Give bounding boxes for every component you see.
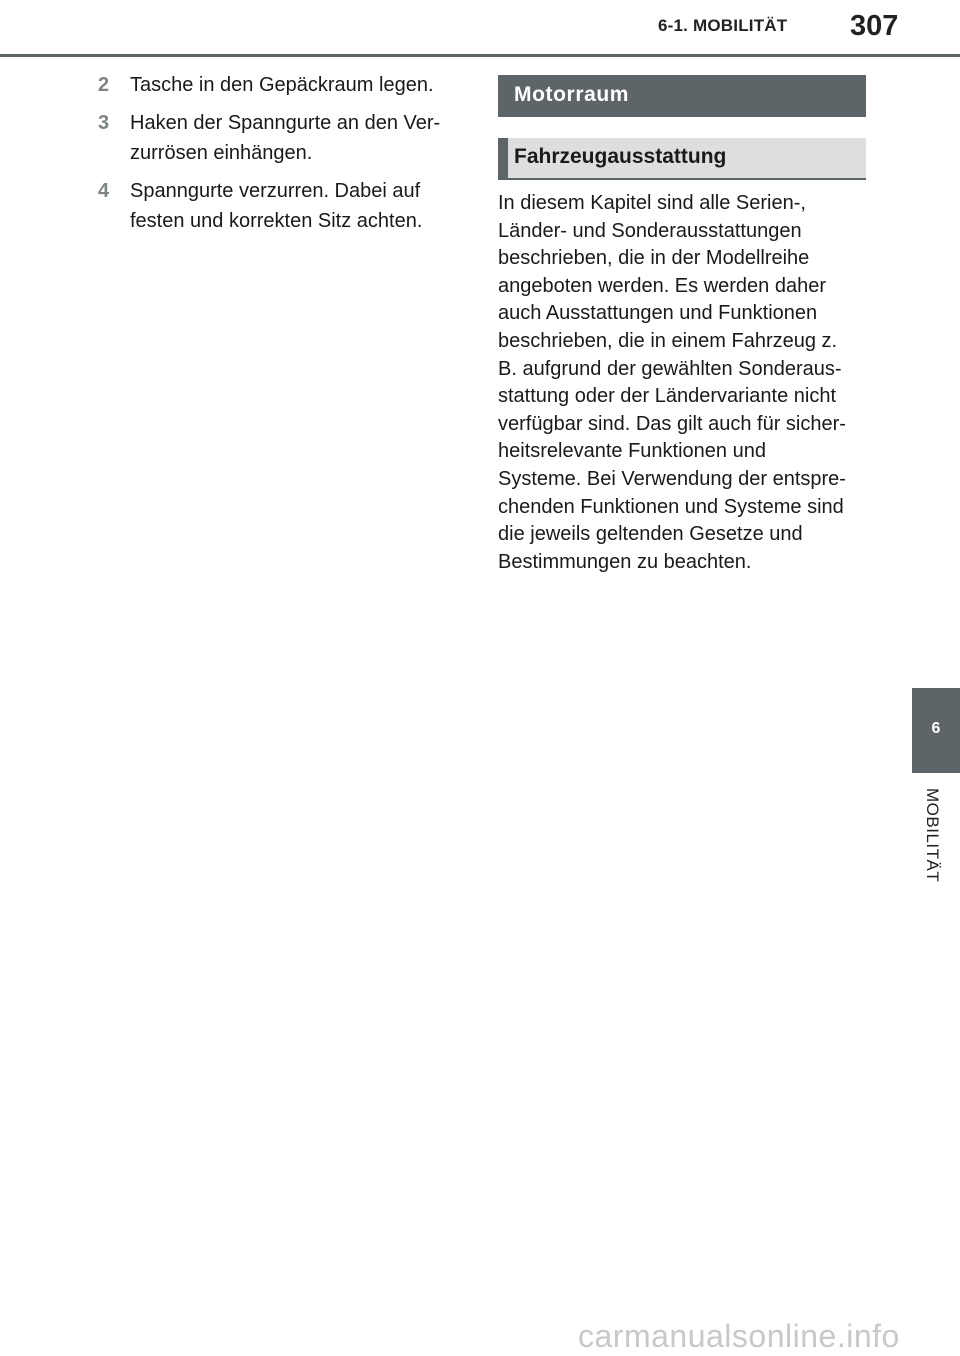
step-text [130,70,434,100]
paragraph-line: die jeweils geltenden Gesetze und [498,523,803,546]
page-number: 307 [850,10,899,42]
step-number: 2 [98,74,110,96]
paragraph-line: verfügbar sind. Das gilt auch für sicher- [498,412,846,435]
paragraph-line: stattung oder der Ländervariante nicht [498,385,836,408]
subsection-title: Fahrzeugausstattung [514,145,727,168]
paragraph-line: Länder- und Sonderausstattungen [498,219,802,242]
step-text-line: festen und korrekten Sitz achten. [130,210,423,232]
paragraph-line: B. aufgrund der gewählten Sonderaus- [498,357,842,380]
watermark: carmanualsonline.info [578,1318,900,1354]
paragraph-line: auch Ausstattungen und Funktionen [498,302,818,325]
paragraph-line: beschrieben, die in einem Fahrzeug z. [498,329,838,352]
paragraph-line: In diesem Kapitel sind alle Serien-, [498,192,806,214]
step-number: 4 [98,180,110,202]
step-list [98,70,468,244]
step-text-line: Spanngurte verzurren. Dabei auf [130,180,421,202]
paragraph-line: heitsrelevante Funktionen und [498,440,766,463]
paragraph-line: Systeme. Bei Verwendung der entspre- [498,467,846,490]
subsection-accent [498,138,508,178]
section-heading-bar [498,75,866,117]
step-text [130,176,422,236]
step-item [98,176,468,236]
body-paragraph [498,190,870,576]
step-text-line: zurrösen einhängen. [130,142,313,164]
chapter-side-label-text: MOBILITÄT [923,788,942,883]
paragraph-line: Bestimmungen zu beachten. [498,550,752,573]
chapter-title: 6-1. MOBILITÄT [658,16,788,35]
step-text [130,108,440,168]
step-number: 3 [98,112,110,134]
paragraph-line: chenden Funktionen und Systeme sind [498,495,844,518]
subsection-heading-box [498,138,866,180]
paragraph-line: angeboten werden. Es werden daher [498,274,827,297]
step-text-line: Haken der Spanngurte an den Ver- [130,112,441,134]
chapter-tab[interactable] [912,688,960,773]
paragraph-line: beschrieben, die in der Modellreihe [498,247,810,270]
step-item [98,108,468,168]
step-item [98,70,468,100]
header-divider [0,54,960,57]
chapter-tab-number: 6 [931,720,941,737]
step-text-line: Tasche in den Gepäckraum legen. [130,74,434,96]
section-title: Motorraum [514,83,630,106]
chapter-side-label [922,788,946,898]
